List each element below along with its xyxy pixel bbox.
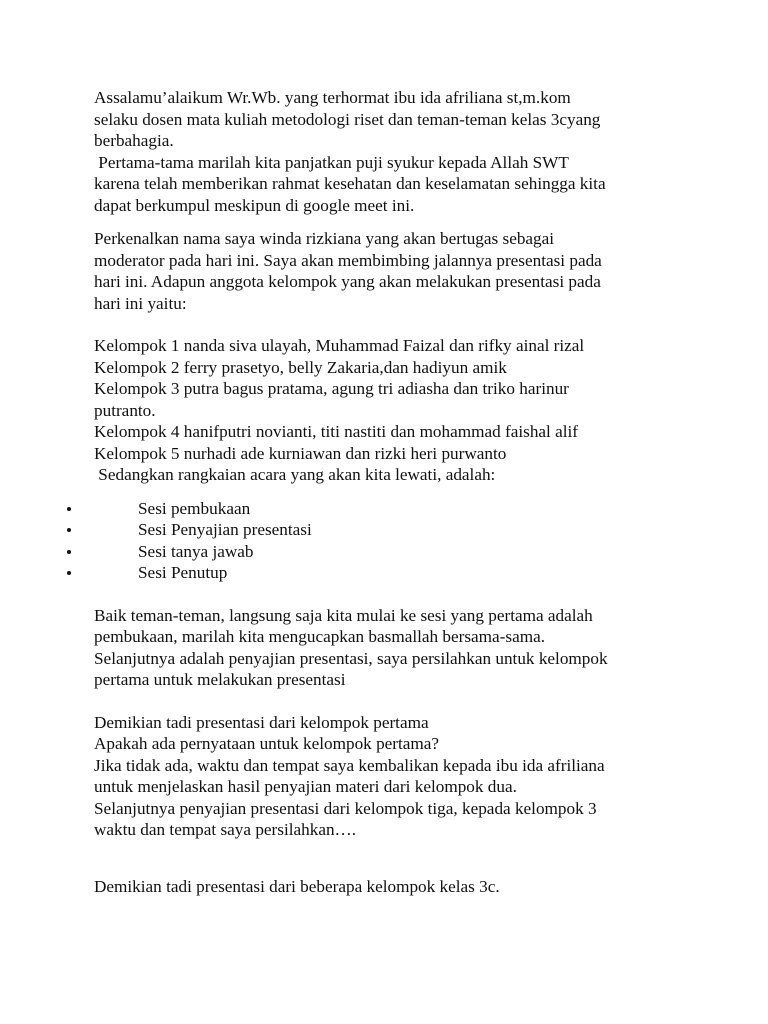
text-line: Demikian tadi presentasi dari beberapa kelompok kelas 3c. (94, 876, 500, 896)
agenda-item (94, 519, 734, 541)
text-line: Selanjutnya penyajian presentasi dari kelompok tiga, kepada kelompok 3 (94, 798, 597, 818)
text-line: karena telah memberikan rahmat kesehatan dan keselamatan sehingga kita (94, 174, 606, 193)
agenda-item (94, 562, 734, 584)
text-line: Baik teman-teman, langsung saja kita mulai ke sesi yang pertama adalah (94, 605, 593, 625)
group-line: Kelompok 2 ferry prasetyo, belly Zakaria,dan hadiyun amik (94, 357, 507, 377)
text-line: Apakah ada pernyataan untuk kelompok pertama? (94, 734, 440, 753)
transition-paragraph (94, 712, 734, 841)
bullet-icon (67, 550, 71, 554)
text-line: berbahagia. (94, 131, 174, 150)
agenda-item (94, 498, 734, 520)
closing-paragraph (94, 876, 734, 898)
text-line: dapat berkumpul meskipun di google meet ini. (94, 195, 415, 215)
agenda-item (94, 541, 734, 563)
text-line: Jika tidak ada, waktu dan tempat saya kembalikan kepada ibu ida afriliana (94, 755, 605, 775)
text-line: Assalamu’alaikum Wr.Wb. yang terhormat ibu ida afriliana st,m.kom (94, 88, 571, 107)
text-line: hari ini yaitu: (94, 293, 187, 313)
text-line: hari ini. Adapun anggota kelompok yang akan melakukan presentasi pada (94, 272, 601, 291)
text-line: untuk menjelaskan hasil penyajian materi dari kelompok dua. (94, 777, 517, 796)
text-line: waktu dan tempat saya persilahkan…. (94, 820, 357, 839)
text-line: moderator pada hari ini. Saya akan membimbing jalannya presentasi pada (94, 250, 602, 270)
bullet-icon (67, 571, 71, 575)
agenda-list (94, 498, 734, 584)
group-line: Kelompok 4 hanifputri novianti, titi nastiti dan mohammad faishal alif (94, 422, 579, 441)
text-line: Pertama-tama marilah kita panjatkan puji syukur kepada Allah SWT (94, 152, 569, 172)
text-line: pertama untuk melakukan presentasi (94, 670, 346, 689)
text-line: Demikian tadi presentasi dari kelompok pertama (94, 712, 429, 732)
document-body (94, 87, 734, 897)
agenda-item-label: Sesi Penutup (138, 563, 228, 582)
agenda-intro-line: Sedangkan rangkaian acara yang akan kita lewati, adalah: (94, 465, 496, 484)
group-line: Kelompok 5 nurhadi ade kurniawan dan rizki heri purwanto (94, 443, 507, 463)
text-line: Perkenalkan nama saya winda rizkiana yang akan bertugas sebagai (94, 229, 555, 248)
text-line: Selanjutnya adalah penyajian presentasi, saya persilahkan untuk kelompok (94, 648, 608, 668)
bullet-icon (67, 528, 71, 532)
agenda-item-label: Sesi Penyajian presentasi (138, 520, 312, 539)
text-line: pembukaan, marilah kita mengucapkan basmallah bersama-sama. (94, 627, 545, 646)
gratitude-paragraph (94, 152, 734, 217)
group-line: Kelompok 1 nanda siva ulayah, Muhammad Faizal dan rifky ainal rizal (94, 336, 585, 355)
bullet-icon (67, 507, 71, 511)
text-line: selaku dosen mata kuliah metodologi riset dan teman-teman kelas 3cyang (94, 109, 601, 129)
group-line: Kelompok 3 putra bagus pratama, agung tri adiasha dan triko harinur (94, 379, 569, 398)
opening-paragraph (94, 87, 734, 152)
group-line: putranto. (94, 400, 156, 420)
groups-list (94, 335, 734, 486)
introduction-paragraph (94, 228, 734, 314)
start-paragraph (94, 605, 734, 691)
agenda-item-label: Sesi tanya jawab (138, 541, 254, 561)
agenda-item-label: Sesi pembukaan (138, 498, 251, 518)
